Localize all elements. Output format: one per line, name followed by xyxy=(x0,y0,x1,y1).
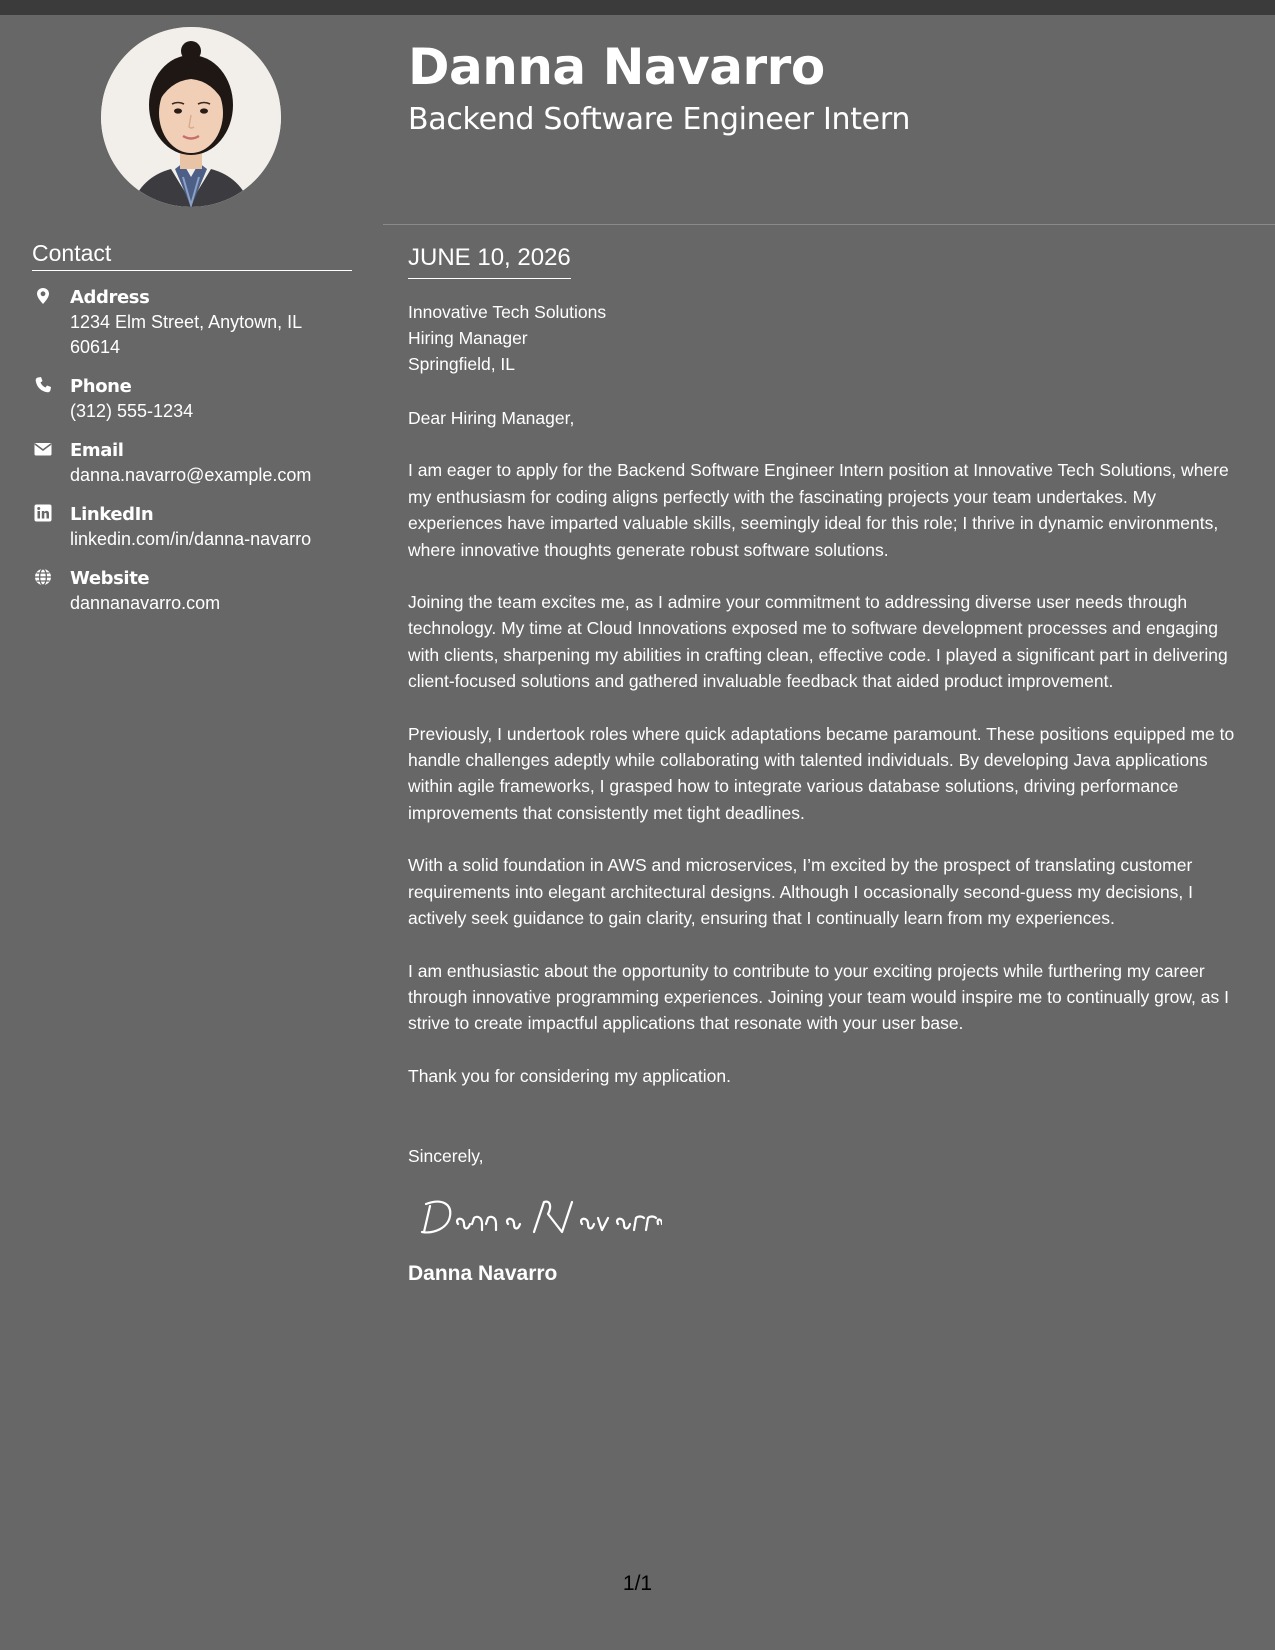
letter-date: JUNE 10, 2026 xyxy=(408,244,571,279)
recipient-line: Springfield, IL xyxy=(408,354,516,374)
contact-label: Address xyxy=(70,287,150,309)
phone-icon xyxy=(34,376,52,394)
contact-value: 1234 Elm Street, Anytown, IL 60614 xyxy=(70,312,302,358)
contact-value[interactable]: danna.navarro@example.com xyxy=(70,465,312,486)
linkedin-icon xyxy=(34,504,52,522)
contact-value[interactable]: dannanavarro.com xyxy=(70,593,221,614)
letter-paragraph: I am enthusiastic about the opportunity to contribute to your exciting projects while furthering my career through innovative programming experiences. Joining your team would inspire me to continually grow, as I strive to create impactful applications that resonate with your user base. xyxy=(408,960,1229,1034)
letter-body xyxy=(408,244,1253,1288)
contact-address xyxy=(32,285,352,360)
contact-linkedin xyxy=(32,502,352,552)
contact-value: (312) 555-1234 xyxy=(70,401,194,422)
map-pin-icon xyxy=(34,287,52,305)
handwritten-signature xyxy=(412,1190,1253,1240)
letter-paragraph: I am eager to apply for the Backend Software Engineer Intern position at Innovative Tech Solutions, where my enthusiasm for coding aligns perfectly with the fascinating projects your team undertakes. My experiences have imparted valuable skills, seemingly ideal for this role; I thrive in dynamic environments, where innovative thoughts generate robust software solutions. xyxy=(408,460,1229,560)
contact-label: Phone xyxy=(70,376,132,398)
letter-paragraph: Thank you for considering my application. xyxy=(408,1065,731,1086)
recipient-block xyxy=(408,299,1253,377)
contact-email xyxy=(32,438,352,488)
closing: Sincerely, xyxy=(408,1146,484,1167)
salutation: Dear Hiring Manager, xyxy=(408,408,575,428)
contact-website xyxy=(32,566,352,616)
contact-label: LinkedIn xyxy=(70,504,154,526)
letter-paragraph: Previously, I undertook roles where quick adaptations became paramount. These positions equipped me to handle challenges adeptly while collaborating with talented individuals. By developing Java applications within agile frameworks, I grasped how to integrate various database solutions, driving performance improvements that consistently met tight deadlines. xyxy=(408,723,1235,823)
contact-value[interactable]: linkedin.com/in/danna-navarro xyxy=(70,529,312,550)
recipient-line: Hiring Manager xyxy=(408,328,528,348)
contact-heading: Contact xyxy=(32,240,352,271)
signed-name: Danna Navarro xyxy=(408,1261,558,1285)
contact-sidebar xyxy=(32,240,352,630)
applicant-name: Danna Navarro xyxy=(408,38,825,96)
contact-label: Website xyxy=(70,568,150,590)
letter-paragraph: With a solid foundation in AWS and microservices, I’m excited by the prospect of translating customer requirements into elegant architectural designs. Although I occasionally second-guess my decisions, I actively seek guidance to gain clarity, ensuring that I continually learn from my experiences. xyxy=(408,855,1194,929)
profile-photo xyxy=(101,27,281,207)
page-number: 1/1 xyxy=(622,1572,653,1595)
contact-phone xyxy=(32,374,352,424)
envelope-icon xyxy=(34,440,52,458)
globe-icon xyxy=(34,568,52,586)
letter-paragraph: Joining the team excites me, as I admire your commitment to addressing diverse user needs through technology. My time at Cloud Innovations exposed me to software development processes and engaging with clients, sharpening my abilities in crafting clean, effective code. I played a significant part in delivering client-focused solutions and gathered invaluable feedback that aided product improvement. xyxy=(408,592,1228,692)
contact-label: Email xyxy=(70,440,124,462)
recipient-line: Innovative Tech Solutions xyxy=(408,302,607,322)
top-bar xyxy=(0,0,1275,15)
header-divider xyxy=(383,224,1275,225)
job-title: Backend Software Engineer Intern xyxy=(408,102,911,137)
